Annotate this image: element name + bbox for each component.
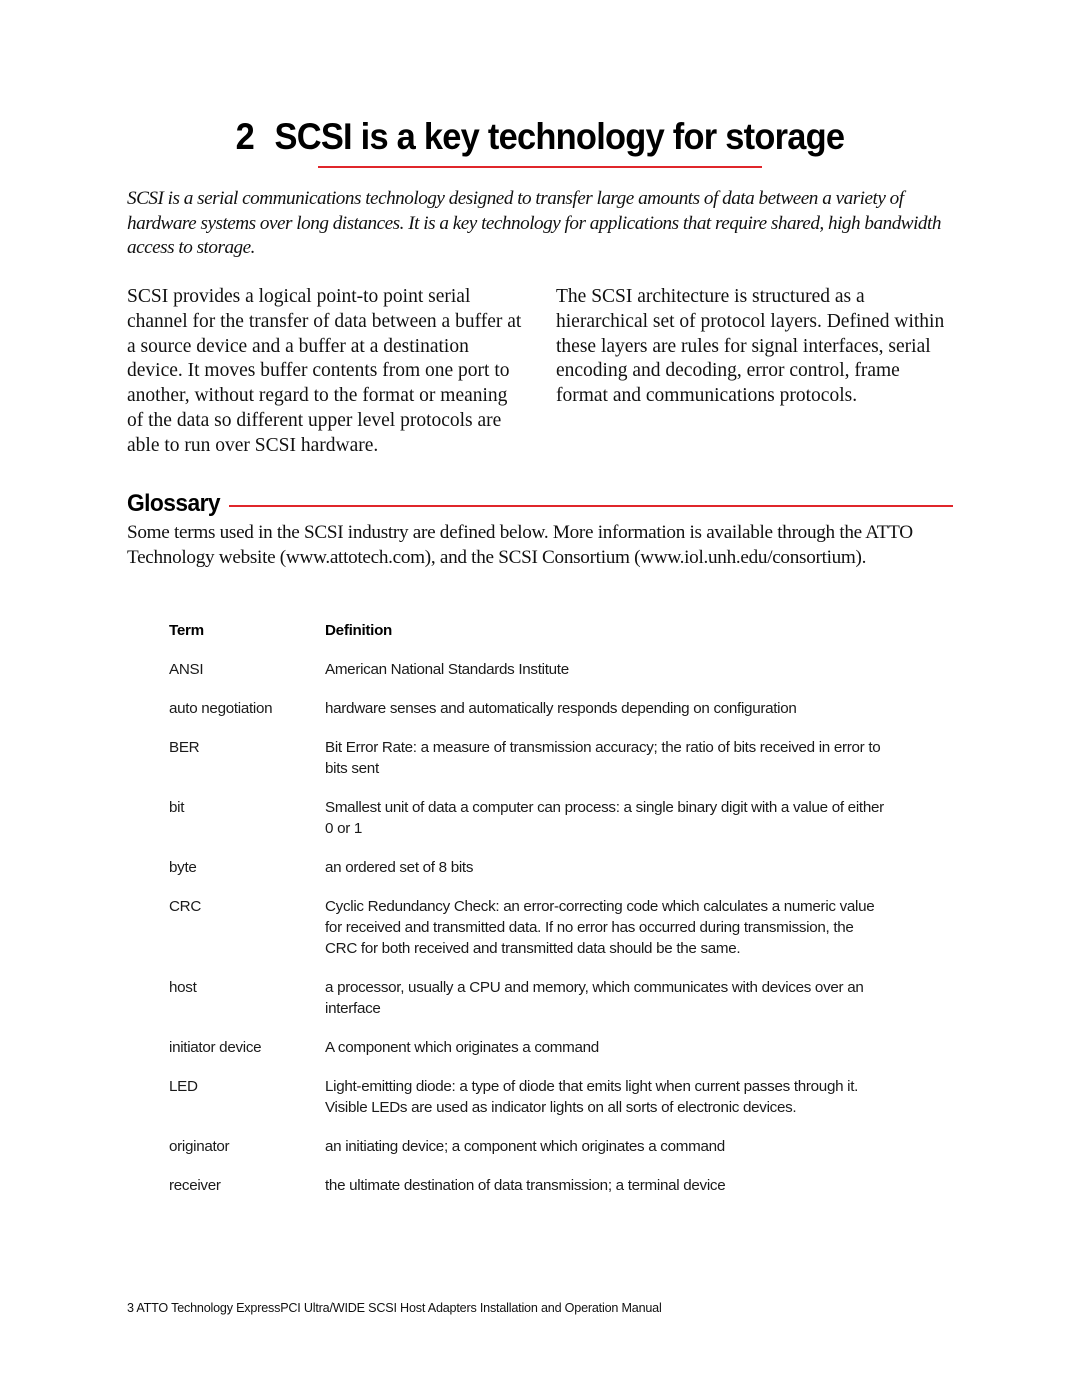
glossary-definition: Cyclic Redundancy Check: an error-correcting code which calculates a numeric value for received and transmitted data. If no error has occurred during transmission, the CRC for both received and transmitted data should be the same. — [325, 898, 875, 957]
page-footer: 3 ATTO Technology ExpressPCI Ultra/WIDE SCSI Host Adapters Installation and Operation Manual — [127, 1301, 662, 1315]
header-term: Term — [169, 622, 204, 639]
glossary-term: ANSI — [169, 661, 204, 678]
glossary-row — [169, 896, 889, 959]
glossary-row — [169, 1136, 889, 1157]
glossary-definition: an initiating device; a component which originates a command — [325, 1138, 725, 1155]
glossary-row — [169, 1175, 889, 1196]
glossary-heading-rule — [229, 505, 953, 507]
glossary-row — [169, 698, 889, 719]
glossary-definition: American National Standards Institute — [325, 661, 569, 678]
body-column-right: The SCSI architecture is structured as a hierarchical set of protocol layers. Defined within these layers are rules for signal interfaces, serial encoding and decoding, error control, frame format and communications protocols. — [556, 286, 945, 407]
glossary-term: byte — [169, 859, 197, 876]
glossary-term: auto negotiation — [169, 700, 273, 717]
glossary-term: bit — [169, 799, 185, 816]
glossary-table — [169, 620, 889, 1214]
glossary-term: host — [169, 979, 197, 996]
glossary-row — [169, 1037, 889, 1058]
glossary-term: initiator device — [169, 1039, 262, 1056]
glossary-definition: hardware senses and automatically responds depending on configuration — [325, 700, 797, 717]
glossary-row — [169, 1076, 889, 1118]
glossary-term: originator — [169, 1138, 230, 1155]
chapter-number: 2 — [235, 116, 255, 157]
glossary-term: BER — [169, 739, 200, 756]
glossary-term: receiver — [169, 1177, 221, 1194]
glossary-heading-label: Glossary — [127, 490, 221, 517]
glossary-definition: Light-emitting diode: a type of diode that emits light when current passes through it. Visible LEDs are used as indicator lights on all sorts of electronic devices. — [325, 1078, 859, 1116]
glossary-term: LED — [169, 1078, 198, 1095]
glossary-definition: the ultimate destination of data transmission; a terminal device — [325, 1177, 726, 1194]
glossary-row — [169, 659, 889, 680]
glossary-definition: an ordered set of 8 bits — [325, 859, 474, 876]
header-definition: Definition — [325, 622, 393, 639]
glossary-definition: Smallest unit of data a computer can process: a single binary digit with a value of either 0 or 1 — [325, 799, 884, 837]
chapter-title-text: SCSI is a key technology for storage — [274, 116, 845, 157]
title-underline-rule — [318, 166, 762, 168]
glossary-definition: Bit Error Rate: a measure of transmission accuracy; the ratio of bits received in error to bits sent — [325, 739, 881, 777]
glossary-intro: Some terms used in the SCSI industry are defined below. More information is available through the ATTO Technology website (www.attotech.com), and the SCSI Consortium (www.iol.unh.edu/consortium). — [127, 522, 913, 568]
glossary-row — [169, 797, 889, 839]
glossary-row — [169, 737, 889, 779]
glossary-table-header — [169, 620, 889, 641]
glossary-definition: A component which originates a command — [325, 1039, 599, 1056]
glossary-definition: a processor, usually a CPU and memory, which communicates with devices over an interface — [325, 979, 864, 1017]
body-column-left: SCSI provides a logical point-to point serial channel for the transfer of data between a buffer at a source device and a buffer at a destination device. It moves buffer contents from one port to another, without regard to the format or meaning of the data so different upper level protocols are able to run over SCSI hardware. — [127, 286, 522, 456]
glossary-row — [169, 857, 889, 878]
intro-paragraph: SCSI is a serial communications technology designed to transfer large amounts of data between a variety of hardware systems over long distances. It is a key technology for applications that require shared, high bandwidth access to storage. — [127, 188, 941, 258]
glossary-row — [169, 977, 889, 1019]
glossary-heading — [127, 488, 953, 520]
chapter-title — [38, 116, 1042, 158]
glossary-term: CRC — [169, 898, 202, 915]
